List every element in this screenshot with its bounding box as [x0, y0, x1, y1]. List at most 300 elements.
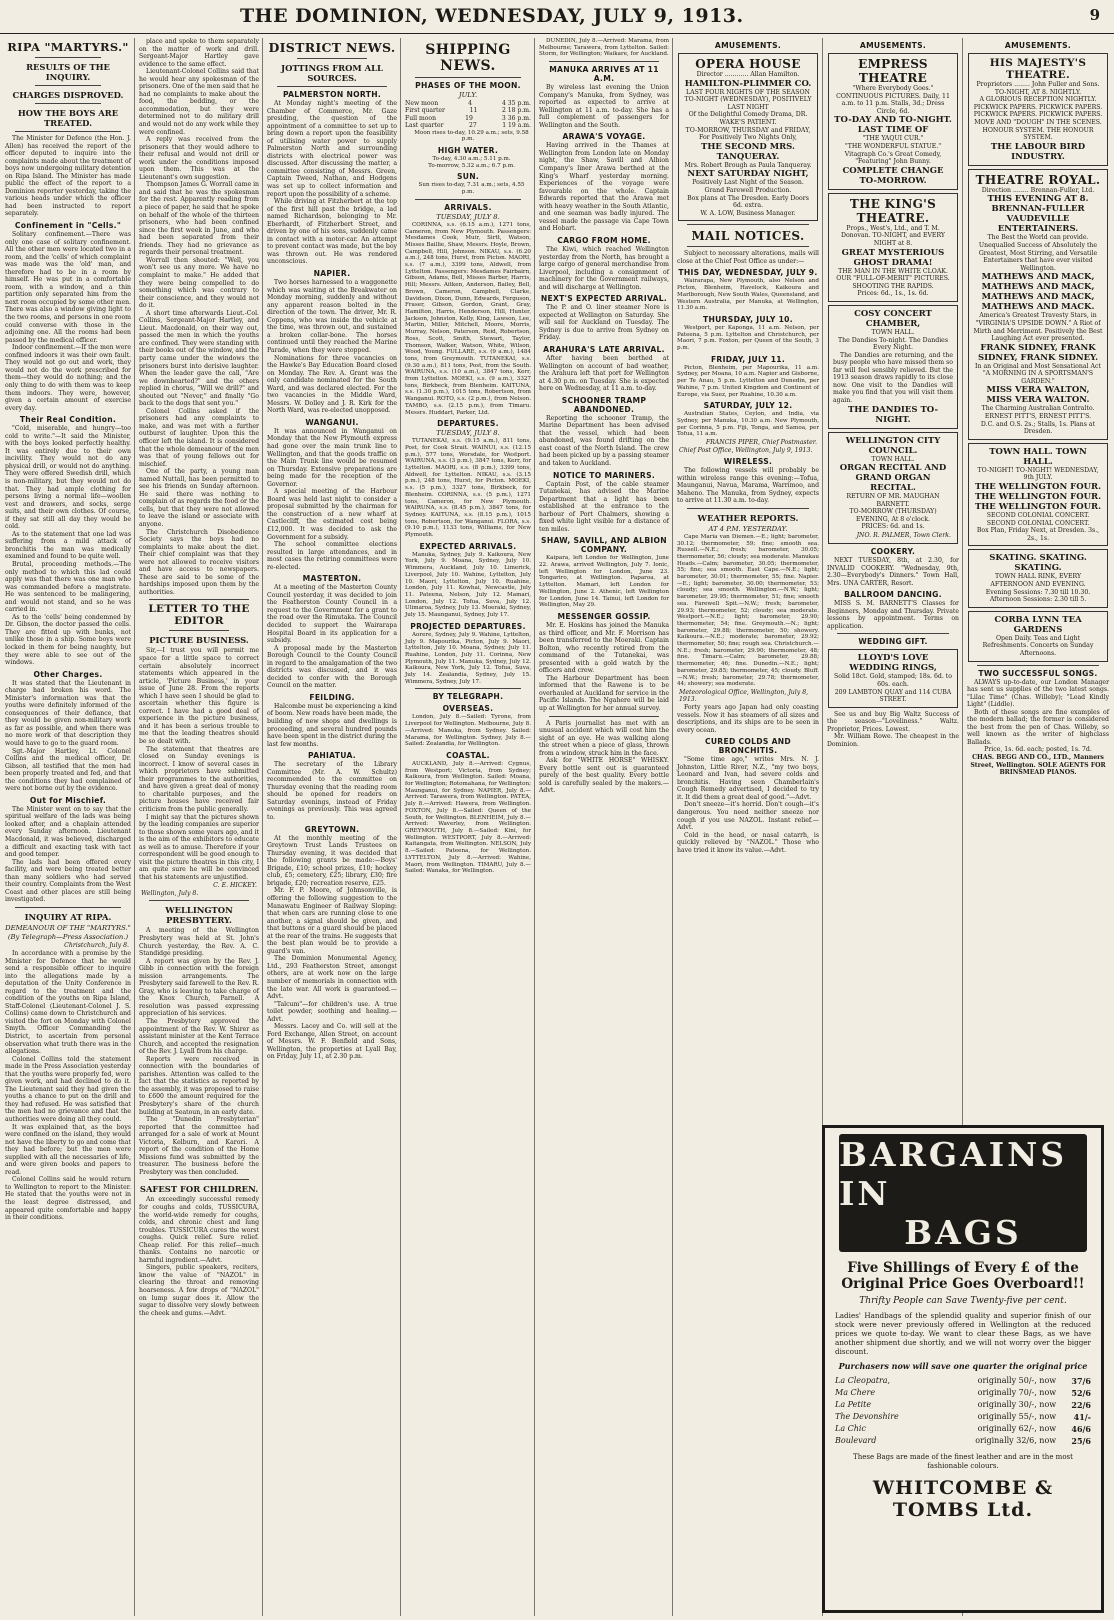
advertisement-text: MISS S. M. BARNETT'S Classes for Beginners, Monday and Thursday. Private lessons by appointment. Terms on application. [827, 600, 959, 630]
paragraph: By wireless last evening the Union Company's Manuka, from Sydney, was reported as expected to arrive at Wellington at 11 a.m. to-day. She has a full complement of passengers for Wellington and the South. [539, 84, 669, 129]
paragraph: The Christchurch Disobedience Society says the boys had no complaints to make about the diet. Their chief complaint was that they were not allowed to receive visitors and have access to newspapers. These are said to be some of the hardships imposed upon them by the authorities. [139, 528, 259, 596]
section-heading: Other Charges. [33, 669, 103, 679]
venue-name: THEATRE ROYAL. [975, 172, 1101, 187]
paragraph: Solitary confinement.—There was only one case of solitary confinement. All the other men were located two in a room, and the 'cells' of which complaint was made was the 'old' man, and therefore had to be in a room by himself. He was put in a comfortable room, with a window, and a thin partition only separated him from the next room occupied by some other men. There was also a window giving light to the two rooms, and persons in one room could converse with those in the adjoining one. All the rooms had been passed by the medical officer. [5, 231, 131, 344]
price-row [833, 1411, 1093, 1423]
film-title: "THE YAQUI CUR." [862, 135, 924, 143]
bag-now: 25/6 [1071, 1436, 1091, 1446]
price-row [833, 1399, 1093, 1411]
bag-name: The Devonshire [835, 1412, 899, 1421]
kings-theatre-advertisement [828, 193, 958, 302]
ad-line: 209 LAMBTON QUAY and 114 CUBA STREET. [834, 688, 952, 704]
town-heading: MASTERTON. [302, 574, 362, 584]
time-label: AT 4 P.M. YESTERDAY. [708, 524, 788, 533]
advertisement-heading: TWO SUCCESSFUL SONGS. [978, 668, 1098, 678]
table-heading: HIGH WATER. [437, 146, 499, 156]
venue-director: Director ............ Allan Hamilton. [696, 71, 800, 78]
section-heading: Their Real Condition. [19, 415, 117, 425]
ad-savings: Purchasers now will save one quarter the original price [838, 1361, 1088, 1371]
ad-strapline: Thrifty People can Save Twenty-five per cent. [859, 1296, 1067, 1306]
article-heading: CARGO FROM HOME. [557, 235, 651, 245]
film-title: OUR "FULL-OF-MERIT" PICTURES. [836, 275, 950, 283]
ad-line: TO-MORROW (THURSDAY) EVENING, At 8 o'clock. [849, 508, 937, 523]
advertisement-heading: CURED COLDS AND BRONCHITIS. [704, 737, 792, 756]
advertisement-text: An exceedingly successful remedy for coughs and colds, TUSSICURA, the world-wide remedy for coughs, colds, and chronic chest and lung troubles. TUSSICURA cures the worst coughs. Quick relief. Sure relief. Cheap relief. For this relief—much thanks. Contains no narcotic or harmful ingredient.—Advt. [139, 1196, 259, 1264]
moon-phase-row [405, 107, 531, 114]
divider [35, 85, 101, 86]
ad-line: Positively Last Night of the Season. Grand Farewell Production. [692, 179, 804, 194]
bag-now: 22/6 [1071, 1400, 1091, 1410]
dateline: Meteorological Office, Wellington, July 8, 1913. [679, 688, 809, 703]
venue-name: WELLINGTON CITY COUNCIL. [845, 435, 941, 456]
moon-time: 2 18 p.m. [501, 107, 531, 115]
bag-name: La Chic [835, 1424, 866, 1433]
ad-line: Vitagraph Co.'s Great Comedy, "Featuring" John Bunny. [844, 150, 942, 166]
ad-line: Direction ........ Brennan-Fuller, Ltd. [981, 186, 1095, 194]
paragraph: "Talcum"—for children's use. A true toilet powder, soothing and healing.—Advt. [267, 1000, 397, 1023]
firm-name: WHITCOMBE & TOMBS Ltd. [872, 1477, 1054, 1521]
article-heading: MESSENGER GOSSIP. [557, 611, 651, 621]
advertisement-text: Ask for "WHITE HORSE" WHISKY. Every bottle sent out is guaranteed purely of the best quality. Every bottle sold is carefully sealed by the makers.—Advt. [539, 757, 669, 795]
article-heading: ARAHURA'S LATE ARRIVAL. [543, 344, 665, 354]
divider [149, 1179, 249, 1180]
byline: (By Telegraph—Press Association.) [7, 932, 129, 941]
paragraph: Mr. F. P. Moore, of Johnsonville, is offering the following suggestion to the Manawatu Engineer of Railway Sloping: that when cars are running close to one another, a signal should be given, and that buttons or a guard should be placed at the rear of the trains. He suggests that the best plan would be to provide a guard's van. [267, 887, 397, 955]
paragraph: Mr. E. Hoskins has joined the Manuka as third officer, and Mr. F. Morrison has been transferred to the Moeraki. Captain Bolton, who recently retired from the command of the Tutanekai, was presented with a gold watch by the officers and crew. [539, 621, 669, 675]
ad-line: BRENNAN-FULLER VAUDEVILLE ENTERTAINERS. [991, 204, 1085, 235]
ad-line: Mrs. Robert Brough as Paula Tanqueray. [684, 161, 812, 169]
masthead-title: THE DOMINION, WEDNESDAY, JULY 9, 1913. [240, 5, 744, 27]
moon-phase: First quarter [405, 107, 445, 115]
theatre-royal-advertisement [968, 169, 1108, 440]
paragraph: While driving at Fitzherbert at the top of the first hill past the bridge, a lad named Richardson, belonging to Mr. Eberhardt, of Fitzherbert Street, and driven by one of his sons, suddenly came in contact with a motor-car. An attempt to prevent contact was made, but the boy was thrown out. He was rendered unconscious. [267, 198, 397, 266]
paragraph: place and spoke to them separately on the matter of work and drill. Sergeant-Major Hartley gave evidence to the same effect. [139, 38, 259, 68]
ad-heading: SKATING. SKATING. SKATING. [989, 553, 1087, 574]
ad-line: Prices: 6d., 1s., 1s. 6d. [857, 290, 929, 298]
moon-phase-row [405, 115, 531, 122]
tea-gardens-advertisement [968, 611, 1108, 662]
date-heading: THIS DAY, WEDNESDAY, JULY 9. [678, 268, 818, 278]
venue-name: OPERA HOUSE [695, 57, 801, 71]
section-heading: AMUSEMENTS. [1004, 41, 1072, 50]
article-heading: NEXT'S EXPECTED ARRIVAL. [540, 294, 668, 304]
paragraph: Messrs. Lacey and Co. will sell at the Ford Exchange, Allen Street, on account of Messrs. W. F. Benfield and Sons, Wellington, the properties at Lyall Bay, on Friday, July 11, at 2.30 p.m. [267, 1023, 397, 1061]
ad-line: Of the Delightful Comedy Drama, DR. WAKE'S PATIENT. [688, 111, 808, 126]
ad-line: TOWN HALL RINK, EVERY AFTERNOON AND EVENING. [990, 573, 1086, 588]
paragraph: At Monday night's meeting of the Chamber of Commerce, Mr. Gaze presiding, the question of the appointment of a committee to set up to bring down a report upon the feasibility of utilising water power to supply Palmerston North and surrounding districts with electrical power was discussed. After discussing the matter, a committee consisting of Messrs. Green, Captain Tweed, Nathan, and Hodgens was set up to collect information and report upon the possibility of a scheme. [267, 100, 397, 198]
ad-line: A GLORIOUS RECEPTION NIGHTLY. PICKWICK PAPERS. PICKWICK PAPERS. PICKWICK PAPERS. PICKWICK PAPERS. [973, 96, 1103, 119]
bag-now: 37/6 [1071, 1376, 1091, 1386]
ad-body: Ladies' Handbags of the splendid quality and superior finish of our stock were never previously offered in Wellington at the reduced prices we quote to-day. We want to clear these Bags, as we have another shipment due shortly, and we will not worry over the bigger discount. [835, 1311, 1091, 1356]
bag-orig: originally 30/-, now [977, 1400, 1057, 1409]
ad-line: LLOYD'S LOVE WEDDING RINGS, [849, 653, 937, 674]
subheadline: CHARGES DISPROVED. [12, 90, 124, 100]
bag-orig: originally 32/6, now [975, 1436, 1057, 1445]
signature: FRANCIS PIPER, Chief Postmaster. [705, 439, 817, 447]
bag-now: 41/- [1073, 1412, 1091, 1422]
ad-line: Props., West's, Ltd., and T. M. Donovan. TO-NIGHT, and EVERY NIGHT at 8. [840, 224, 946, 247]
bargains-in-bags-advertisement [822, 1125, 1104, 1613]
town-heading: GREYTOWN. [304, 824, 360, 834]
divider [149, 599, 249, 600]
divider [169, 630, 229, 631]
advertisement-text: Don't sneeze—it's horrid. Don't cough—it's dangerous. You need neither sneeze nor cough if you use NAZOL. Instant relief.—Advt. [677, 801, 819, 832]
ad-line: W. A. LOW, Business Manager. [700, 209, 796, 217]
ad-line: America's Greatest Travesty Stars, in "VIRGINIA'S UPSIDE DOWN." A Riot of Mirth and Merriment. Positively the Best Laughing Act ever presented. [973, 312, 1103, 343]
masthead [0, 0, 1114, 34]
bag-orig: originally 55/-, now [977, 1412, 1057, 1421]
arrivals-list: CORINNA, s.s. (6.15 a.m.), 1271 tons, Cameron, from New Plymouth. Passengers: Mesdames Cook, Muir, Sirtt, Watson, Misses Baillie, Shaw, Messrs. Hoyle, Brown, Campbell, Hill, Johnson. NIKAU, s.s. (6.20 a.m.), 248 tons, Hurst, from Picton. MAORI, s.s. (7 a.m.), 3399 tons, Aldwell, from Lyttelton. Passengers: Mesdames Fairbairn, Gibson, Adams, Bell, Misses Barber, Harris, Hill; Messrs. Aitken, Anderson, Bailey, Bell, Brown, Cameron, Campbell, Clarke, Davidson, Dixon, Dunn, Edwards, Ferguson, Fraser, Gibson, Gordon, Grant, Gray, Hamilton, Harris, Henderson, Hill, Hunter, Jackson, Johnston, Kelly, King, Lawson, Lee, Martin, Miller, Mitchell, Moore, Morris, Murray, Nelson, Paterson, Reid, Robertson, Ross, Scott, Smith, Stewart, Taylor, Thomson, Walker, Watson, White, Wilson, Wood, Young. FULLARE, s.s. (9 a.m.), 1484 tons, from Greymouth. TUTANEKAI, s.s. (9.30 a.m.), 811 tons, Post, from the South. WAIRUNA, s.s. (10 a.m.), 3847 tons, Kerr, from Lyttelton. MOEKI, s.s. (9 a.m.), 3327 tons, Birkbeck, from Blenheim. KAITUNA, s.s. (1.30 p.m.), 1015 tons, Robertson, from Wanganui. ROTO, s.s. (2 p.m.), from Nelson. TAMBO, s.s. (2.15 p.m.), from Timaru. Messrs. Huddart, Parker, Ltd. [405, 221, 531, 416]
ad-line: GREAT MYSTERIOUS GHOST DRAMA! [841, 247, 945, 268]
paragraph: After having been berthed at Wellington on account of bad weather, the Arahura left that port for Wellington at 4.30 p.m. on Tuesday. She is expected here on Wednesday, at 11 a.m. to-day. [539, 354, 669, 393]
his-majestys-advertisement [968, 53, 1108, 166]
article-headline: INQUIRY AT RIPA. [24, 911, 112, 922]
advertisement-text: See us and buy Big Waltz Success of the season—"Loveliness." Waltz. Proprietor, Prices. Lowest. [827, 710, 959, 733]
article-heading: MANUKA ARRIVES AT 11 A.M. [549, 65, 659, 84]
bag-now: 52/6 [1071, 1388, 1091, 1398]
act-name: THE WELLINGTON FOUR. THE WELLINGTON FOUR. THE WELLINGTON FOUR. [974, 482, 1102, 513]
banner-line: BAGS [904, 1212, 1022, 1252]
column-rule [400, 38, 401, 1616]
divider [277, 86, 387, 87]
paragraph: It was explained that, as the boys were confined on the island, they would not have the liberty to go and come that they had before; but the men were supplied with all the necessaries of life, and were given books and papers to read. [5, 1123, 131, 1176]
price-row [833, 1435, 1093, 1447]
weather-reports: Cape Maria van Diemen.—E.; light; barometer, 30.12; thermometer, 59; fine; smooth sea. Russell.—N.E.; fresh; barometer, 30.05; thermometer, 56; cloudy; sea moderate. Manukau Heads.—Calm; barometer, 30.05; thermometer, 55; fine; sea smooth. East Cape.—N.E.; light; barometer, 30.01; thermometer, 55; fine. Napier.—E.; light; barometer, 30.00; thermometer, 53; cloudy; sea smooth. Wellington.—N.W.; light; barometer, 29.95; thermometer, 51; fine; smooth sea. Farewell Spit.—N.W.; fresh; barometer, 29.93; thermometer, 52; cloudy; sea moderate. Westport.—N.E.; light; barometer, 29.90; thermometer, 54; fine. Greymouth.—N.; light; barometer, 29.88; thermometer, 50; showery. Kaikoura.—N.E.; moderate; barometer, 29.92; thermometer, 50; fine; rough sea. Christchurch.—N.E.; fresh; barometer, 29.90; thermometer, 48; fine. Timaru.—Calm; barometer, 29.88; thermometer, 46; fine. Dunedin.—N.E.; light; barometer, 29.85; thermometer, 45; cloudy. Bluff.—N.W.; fresh; barometer, 29.78; thermometer, 44; showery; sea moderate. [677, 533, 819, 688]
divider [687, 508, 809, 509]
town-heading: PALMERSTON NORTH. [282, 90, 382, 99]
paragraph: Colonel Collins told the statement made in the Press Association yesterday that the youths were properly fed, were given work, and had declined to do it. The Lieutenant said they had given the youths a chance to put on the drill and they had refused. He was satisfied that the men had no grievance and that the authorities were doing all they could. [5, 1055, 131, 1123]
bag-now: 46/6 [1071, 1424, 1091, 1434]
moon-day: 27 [468, 122, 477, 130]
moon-phase: Last quarter [405, 122, 444, 130]
column-ripa-martyrs [2, 38, 134, 1616]
paragraph: I might say that the pictures shown by the leading companies are superior to those shown some years ago, and it is the aim of the exhibitors to educate as well as to amuse. Therefore if your correspondent will be good enough to visit the picture theatres in this city, I am quite sure he will be convinced that his statements are unjustified. [139, 813, 259, 881]
advertisement-text: "Some time ago," writes Mrs. N. J. Johnston, Little River, N.Z., "my two boys, Leonard and Ivan, had severe colds and bronchitis. Having seen Chamberlain's Cough Remedy advertised, I decided to try it. It did them a great deal of good."—Advt. [677, 756, 819, 801]
ad-line: Solid 18ct. Gold, stamped; 18s. 6d. to 60s. each. [833, 673, 953, 689]
fleet-list: Kaipara, left London for Wellington, June 22. Arawa, arrived Wellington, July 7. Ionic, left Wellington for London, June 23. Tongariro, at Wellington. Paparoa, at Lyttelton. Mamari, left London for Wellington, June 2. Athenic, left Wellington for London, June 14. Tainui, left London for Wellington, May 29. [539, 555, 669, 609]
bargains-banner [839, 1134, 1087, 1252]
dateline: Chief Post Office, Wellington, July 9, 1913. [679, 447, 813, 455]
film-title: THE MAN IN THE WHITE CLOAK. [838, 267, 948, 275]
venue-name: HIS MAJESTY'S THEATRE. [989, 57, 1087, 81]
date-heading: FRIDAY, JULY 11. [710, 354, 786, 364]
ad-line: TO-NIGHT (WEDNESDAY), POSITIVELY LAST NIGHT [684, 96, 812, 111]
ad-line: CHAS. BEGG AND CO., LTD., Manners Street, Wellington. SOLE AGENTS FOR BRINSMEAD PIANOS. [970, 754, 1106, 777]
list-heading: EXPECTED ARRIVALS. [419, 541, 517, 551]
ad-line: THE DANDIES TO-NIGHT. [847, 404, 939, 425]
date-heading: THURSDAY, JULY 10. [703, 314, 793, 324]
column-district-news [264, 38, 400, 1616]
paragraph: Colonel Collins asked if the prisoners had any complaints to make, and was met with a further outburst of laughter. Upon this the officer left the island. It is considered that the whole demeanour of the men was that of young fellows out for mischief. [139, 407, 259, 468]
advertisement-heading: BALLROOM DANCING. [844, 590, 942, 600]
section-heading: Out for Mischief. [29, 795, 107, 805]
price-row [833, 1387, 1093, 1399]
play-title: THE SECOND MRS. TANQUERAY. [701, 141, 795, 162]
ad-line: TOWN HALL. [871, 455, 915, 463]
town-hall-advertisement [968, 443, 1108, 547]
divider [415, 199, 521, 200]
advertisement-heading: WEDDING GIFT. [858, 637, 928, 647]
bag-orig: originally 50/-, now [977, 1376, 1057, 1385]
paragraph: A proposal made by the Masterton Borough Council to the County Council in regard to the amalgamation of the two districts was discussed, and it was decided to confer with the Borough Council on the matter. [267, 644, 397, 690]
ad-line: CONTINUOUS PICTURES. Daily, 11 a.m. to 11 p.m. Stalls, 3d.; Dress Circle, 6d. [836, 92, 950, 115]
paragraph: Halcombe must be experiencing a kind of boom. New roads have been made, the building of new shops and dwellings is proceeding, and several hundred pounds have been spent in the district during the last few months. [267, 702, 397, 748]
paragraph: Worrall then shouted: "Well, you won't see us any more. We have no complaint to make." He added that they were being compelled to do something which was contrary to their conscience, and they would not do it. [139, 256, 259, 310]
town-heading: NAPIER. [313, 269, 351, 279]
date-heading: SATURDAY, JULY 12. [703, 401, 793, 411]
list-heading: OVERSEAS. [442, 704, 494, 714]
paragraph: The secretary of the Library Committee (Mr. A. W. Schultz) recommended to the committee on Thursday evening that the reading room should be opened for readers on Saturday evenings, instead of Friday evenings as previously. This was agreed to. [267, 761, 397, 822]
paragraph: It was announced in Wanganui on Monday that the New Plymouth express had gone over the main trunk line to Wellington, and that the goods traffic on the Main Trunk line would be resumed on Thursday. Extensive preparations are being made for the reception of the Governor. [267, 427, 397, 488]
lloyds-advertisement [828, 649, 958, 707]
venue-name: THE KING'S THEATRE. [849, 196, 937, 225]
town-heading: WANGANUI. [305, 417, 359, 427]
article-heading: SCHOONER TRAMP ABANDONED. [561, 395, 647, 414]
divider [35, 57, 101, 58]
banner-line: BARGAINS IN [839, 1134, 1068, 1213]
ad-line: Proprietors ........ John Fuller and Sons. TO-NIGHT, AT 8. NIGHTLY. [976, 81, 1100, 96]
section-heading: AMUSEMENTS. [714, 41, 782, 50]
paragraph: Sgt.-Major Hartley, Lt. Colonel Collins and the medical officer, Dr. Gibson, all testified that the men had been properly treated and fed, and that the conditions they had complained of were not borne out by the evidence. [5, 747, 131, 793]
ad-line: D.C. and O.S. 2s.; Stalls, 1s. Plans at Dresden. [980, 420, 1096, 436]
paragraph: Reports were received in connection with the boundaries of parishes. Attention was called to the fact that the statistics as reported by the assembly, it was proposed to raise to £600 the amount required for the Presbytery's share of the church building at Seatoun, in an early date. [139, 1055, 259, 1116]
column-rule [672, 38, 673, 1616]
overseas-list: London, July 8.—Sailed: Tyrone, from Liverpool for Wellington. Melbourne, July 8.—Arrived: Manuka, from Sydney. Sailed: Marama, for Wellington. Sydney, July 8.—Sailed: Zealandia, for Wellington. [405, 714, 531, 748]
ad-heading: CORBA LYNN TEA GARDENS [994, 614, 1082, 635]
paragraph: Forty years ago Japan had only coasting vessels. Now it has steamers of all sizes and descriptions, and its ships are to be seen in every ocean. [677, 703, 819, 734]
ad-text: The Dandies are returning, and the busy people who have missed them so far will feel sensibly relieved. But the 1913 season draws rapidly to its close now. One visit to the Dandies will make you find that you will visit them again. [833, 351, 953, 404]
paragraph: The Minister went on to say that the spiritual welfare of the lads was being looked after, and a chaplain attended every Sunday afternoon. Lieutenant Macdonald, it was believed, discharged a difficult and exacting task with tact and good temper. [5, 805, 131, 859]
paragraph: The Minister for Defence (the Hon. J. Allen) has received the report of the officer deputed to inquire into the complaints made about the treatment of boys now undergoing military detention on Ripa Island. The Minister has made public the effect of the report to a Dominion reporter yesterday, taking the various heads under which the officer had been instructed to report separately. [5, 135, 131, 218]
paragraph: The Kiwi, which reached Wellington yesterday from the North, has brought a large cargo of general merchandise from Liverpool, including a consignment of machinery for the Government railways, and will discharge at Wellington. [539, 245, 669, 291]
dateline: Wellington, July 8. [141, 890, 199, 898]
film-title: SHOOTING THE RAPIDS. [852, 282, 934, 290]
page-number: 9 [1089, 6, 1100, 24]
mail-schedule: Wairarapa, New Plymouth, also Nelson and Picton, Blenheim, Havelock, Kaikoura and Marlborough, New South Wales, Queensland, and Western Australia, per Manuka, at Wellington, 11.30 a.m. [677, 278, 819, 312]
paragraph: At the monthly meeting of the Greytown Trust Lands Trustees on Thursday evening, it was decided that the following grants be made:—Boys' Brigade, £10; school prizes, £10; hockey club, £5; cemetery, £25; library, £30; fire brigade, £20; recreation reserve, £25. [267, 834, 397, 887]
paragraph: Nominations for three vacancies on the Hawke's Bay Education Board closed on Monday. The Rev. A. Grant was the only candidate nominated for the South Ward, and was declared elected. For the two vacancies in the Middle Ward, Messrs. W. Dolley and J. R. Kirk for the North Ward, was re-elected unopposed. [267, 354, 397, 415]
company-name: HAMILTON-PLIMMER CO. [684, 78, 812, 89]
paragraph: Captain Post, of the cable steamer Tutanekai, has advised the Marine Department that a light has been established at the entrance to the harbour of Port Chalmers, showing a fixed white light visible for a distance of ten miles. [539, 480, 669, 533]
paragraph: A Paris journalist has met with an unusual accident which will cost him the sight of an eye. He was walking along the street when a piece of glass, thrown from a window, struck him in the face. [539, 719, 669, 757]
divider [15, 131, 121, 132]
paragraph: As to the statement that one lad was suffering from a mild attack of bronchitis the man was medically examined and found to be quite well. [5, 530, 131, 561]
letter-headline: LETTER TO THE EDITOR [148, 603, 250, 628]
ad-line: TO-MORROW, THURSDAY and FRIDAY, For Positively Two Nights Only, [685, 126, 811, 142]
paragraph: At a meeting of the Masterton County Council yesterday, it was decided to join the Featherston County Council in a request to the Government for a grant to the road over the Rimutaka. The Council decided to support the Wairarapa Hospital Board in its application for a subsidy. [267, 584, 397, 645]
list-heading: ARRIVALS. [444, 202, 492, 212]
paragraph: Two horses harnessed to a waggonette which was waiting at the Breakwater on Monday morning, suddenly and without any apparent reason bolted in the direction of the town. The driver, Mr. R. Coppens, who was inside the vehicle at the time, was thrown out, and sustained a broken collar-bone. The horses continued until they reached the Marine Parade, when they were stopped. [267, 279, 397, 354]
moon-day: 19 [465, 114, 473, 122]
divider [549, 716, 659, 717]
list-heading: COASTAL. [446, 750, 490, 760]
section-headline: MAIL NOTICES. [691, 229, 805, 244]
subheadline: DEMEANOUR OF THE "MARTYRS." [5, 923, 131, 932]
date-label: TUESDAY, JULY 8. [436, 429, 500, 438]
ad-line: In an Original and Most Sensational Act "A MORNING IN A SPORTSMAN'S GARDEN." [975, 362, 1101, 385]
paragraph: Subject to necessary alterations, mails will close at the Chief Post Office as under:— [677, 250, 819, 265]
paragraph: A reply was received from the prisoners that they would adhere to their refusal and would not drill or work under the conditions imposed upon them. This was at the Lieutenant's own suggestion. [139, 136, 259, 181]
advertisement-text: Singers, public speakers, reciters, know the value of "NAZOL" in clearing the throat and removing hoarseness. A few drops of "NAZOL" on lump sugar does it. Allow the sugar to dissolve very slowly between the cheek and gums.—Advt. [139, 1264, 259, 1317]
paragraph: The "Dunedin Presbyterian" reported that the committee had arranged for a sale of work at Mount Victoria, Kelburn, and Karori. A report of the condition of the Home Missions fund was submitted by the treasurer. The business before the Presbytery was then concluded. [139, 1116, 259, 1176]
column-amusements-3 [964, 38, 1112, 1120]
ad-line: "Where Everybody Goes." [852, 85, 934, 92]
date-label: TUESDAY, JULY 8. [436, 212, 500, 221]
ad-line: ORGAN RECITAL AND GRAND ORGAN RECITAL. [839, 463, 947, 494]
section-headline: DISTRICT NEWS. [268, 40, 396, 55]
moon-day: 4 [468, 100, 472, 107]
paragraph: Reporting the schooner Tramp, the Marine Department has been advised that the vessel, which had been abandoned, was found drifting on the east coast of the North Island. The crew had been picked up by a passing steamer and taken to Auckland. [539, 414, 669, 467]
paragraph: In accordance with a promise by the Minister for Defence that he would send a responsible officer to inquire into the allegations made by a deputation of the Unity Conference in regard to the treatment and the condition of the youths on Ripa Island, Staff-Colonel (Lieutenant-Colonel J. S. Collins) came down to Christchurch and visited the fort on Monday with Colonel Smyth. Officer Commanding the District, to ascertain from personal observation what truth there was in the allegations. [5, 949, 131, 1056]
advertisement-text: Cold in the head, or nasal catarrh, is quickly relieved by "NAZOL." Those who have tried it know its value.—Advt. [677, 831, 819, 854]
ad-line: MOVE AND "DOUGH" IN THE SCENES. HONOUR SYSTEM. THE HONOUR SYSTEM. [974, 118, 1102, 142]
ad-line: COMPLETE CHANGE TO-MORROW. [842, 165, 944, 186]
paragraph: Having arrived in the Thames at Wellington from London late on Monday night, the Shaw, Savill and Albion Company's liner Arawa berthed at the King's Wharf yesterday morning. Experiences of the voyage were favourable on the whole. Captain Edwards reported that the Arawa met with heavy weather in the South Atlantic, and one seaman was badly injured. The vessel made the passage via Cape Town and Hobart. [539, 142, 669, 233]
letter-subheadline: PICTURE BUSINESS. [149, 635, 249, 646]
article-heading: ARAWA'S VOYAGE. [562, 132, 646, 142]
table-heading: PHASES OF THE MOON. [415, 81, 521, 90]
act-name: MISS VERA WALTON, MISS VERA WALTON. [986, 385, 1090, 406]
ad-line: NEXT SATURDAY NIGHT, [687, 169, 809, 180]
ad-line: Price, 1s. 6d. each; posted, 1s. 7d. [984, 746, 1092, 754]
paragraph: Lieutenant-Colonel Collins said that he would hear any spokesman of the prisoners. One of the men said that he had no complaints to make about the food, the bedding, or the accommodation, but they were determined not to do military drill and would not do any work while they were confined. [139, 68, 259, 136]
ad-headline: Five Shillings of Every £ of the Original Price Goes Overboard!! [841, 1260, 1085, 1292]
high-water-today: To-day, 4.30 a.m.; 5.11 p.m. [432, 156, 511, 163]
price-row [833, 1375, 1093, 1387]
advertisement-text: ALWAYS up-to-date, our London Manager has sent us supplies of the two latest songs. "Lilac Time" (Chas. Willeby); "Lead Kindly Light" (Liddle). [967, 678, 1109, 709]
dateline: Christchurch, July 8. [64, 941, 129, 949]
departures-list: TUTANEKAI, s.s. (9.15 a.m.), 811 tons, Post, for Cook Strait. WAINUI, s.s. (12.15 p.m.), 577 tons, Worsdale, for Westport. WAIRUNA, s.s. (3 p.m.), 3847 tons, Kerr, for Lyttelton. MAORI, s.s. (8 p.m.), 3399 tons, Aldwell, for Lyttelton. NIKAU, s.s. (3.15 p.m.), 248 tons, Hurst, for Picton. MOEKI, s.s. (5 p.m.), 3327 tons, Birkbeck, for Blenheim. CORINNA, s.s. (5 p.m.), 1271 tons, Cameron, for New Plymouth. WAIRUNA, s.s. (8.45 p.m.), 3847 tons, for Sydney. KAITUNA, s.s. (8.15 p.m.), 1015 tons, Robertson, for Wanganui. FLORA, s.s. (9.10 p.m.), 1133 tons, Williams, for New Plymouth. [405, 438, 531, 539]
paragraph: "Cold, miserable, and hungry—too cold to write."—It said the Minister, with the boys looked perfectly healthy. It was entirely due to their own incivility. They would not do any physical drill, or would not do anything. They were offered Swedish drill, which is non-military, but they would not do that. They had ample clothing for persons living a normal life—woollen vest and drawers, and socks, serge suits, and their own clothes. Of course, if they sat still all day they would be cold. [5, 425, 131, 531]
bag-name: Boulevard [835, 1436, 877, 1445]
advertisement-text: Mr. William Rowe. The cheapest in the Dominion. [827, 733, 959, 749]
film-title: "THE WONDERFUL STATUE." [844, 142, 942, 150]
ad-line: SECOND COLONIAL CONCERT. SECOND COLONIAL CONCERT. [986, 512, 1090, 527]
ad-line: The Dandies To-night. The Dandies Every Night. [837, 336, 949, 352]
ad-line: Open Daily. Teas and Light Refreshments. Concerts on Sunday Afternoons. [982, 634, 1094, 657]
paragraph: The school committee elections resulted in large attendances, and in most cases the retiring committees were re-elected. [267, 541, 397, 571]
town-heading: FEILDING. [309, 692, 355, 702]
venue-name: COSY CONCERT CHAMBER, [854, 308, 932, 329]
mail-schedule: Picton, Blenheim, per Mapourika, 11 a.m. Sydney, per Moana, 10 a.m. Napier and Gisborne, per Te Anau, 5 p.m. Lyttelton and Dunedin, per Wahine, 7 p.m. United Kingdom and Continent of Europe, via Suez, per Ruahine, 10.30 a.m. [677, 364, 819, 398]
ad-line: RETURN OF MR. MAUGHAN BARNETT. [846, 493, 940, 508]
mail-schedule: Westport, per Kaponga, 11 a.m. Nelson, per Pateena, 5 p.m. Lyttelton and Christchurch, per Maori, 7 p.m. Foxton, per Queen of the South, 3 p.m. [677, 324, 819, 352]
ad-line: The Best the World can provide. Unequalled Success of Absolutely the Greatest, Most Stirring, and Versatile Entertainers that have ever visited Wellington. [978, 234, 1098, 272]
subheadline: JOTTINGS FROM ALL SOURCES. [281, 63, 383, 83]
divider [415, 688, 521, 689]
divider [15, 907, 121, 908]
coastal-list: AUCKLAND, July 8.—Arrived: Cygnus, from Westport; Victoria, from Sydney; Kaikoura, from Wellington. Sailed: Moana, for Wellington; Rotomahana, for Wellington; Maunganui, for Sydney. NAPIER, July 8.—Arrived: Tarawera, from Wellington. PATEA, July 8.—Arrived: Hawera, from Wellington. FOXTON, July 8.—Sailed: Queen of the South, for Wellington. BLENHEIM, July 8.—Arrived: Waverley, from Wellington. GREYMOUTH, July 8.—Sailed: Kini, for Wellington. WESTPORT, July 8.—Arrived: Kaitangata, from Wellington. NELSON, July 8.—Sailed: Pateena, for Wellington. LYTTELTON, July 8.—Arrived: Wahine, Maori, from Wellington. TIMARU, July 8.—Sailed: Wanaka, for Wellington. [405, 760, 531, 875]
subheadline: RESULTS OF THE INQUIRY. [26, 62, 110, 82]
bag-name: La Cleopatra, [835, 1376, 891, 1385]
ad-line: TO-NIGHT! TO-NIGHT! WEDNESDAY, 9th JULY. [977, 466, 1099, 482]
moon-time: 1 19 a.m. [502, 122, 531, 130]
table-heading: SUN. [456, 172, 480, 182]
paragraph: A report was given by the Rev. J. Gibb in connection with the foreign mission arrangements. The Presbytery said farewell to the Rev. R. Gray, who is leaving to take charge of the Knox Church, Parnell. A resolution was passed expressing appreciation of his services. [139, 957, 259, 1018]
paragraph: Brutal, proceeding methods.—The only method to which this lad could apply was that there was one man who was commanded before a magistrate. He was sentenced to be malingering, and would not stand, and so he was carried in. [5, 560, 131, 614]
mail-schedule: Australian States, Ceylon, and India, via Sydney, per Manuka, 10.30 a.m. New Plymouth, per Corinna, 5 p.m. Fiji, Tonga, and Samoa, per Tofua, 11 a.m. [677, 411, 819, 438]
divider [837, 633, 949, 634]
skating-advertisement [968, 549, 1108, 607]
divider [977, 665, 1099, 666]
advertisement-heading: SAFEST FOR CHILDREN. [139, 1184, 259, 1195]
advertisement-text: Both of these songs are fine examples of the modern ballad; the former is considered the best from the pen of Chas. Willeby, so well known as the writer of highclass Ballads. [967, 708, 1109, 746]
paragraph: Sir,—I trust you will permit me space for a little space to correct certain absolutely incorrect statements which appeared in the article, 'Picture Business,' in your issue of June 28. From the reports which I have seen I should be glad to ascertain whether this figure is correct. I have had a good deal of experience in the picture business, and it has been a serious trouble to me that the leading theatres should be so dealt with. [139, 647, 259, 746]
ad-footer: These Bags are made of the finest leather and are in the most fashionable colours. [853, 1453, 1073, 1470]
signature: C. E. HICKEY. [213, 882, 257, 890]
expected-arrivals-list: Manuka, Sydney, July 9. Kaikoura, New York, July 9. Moana, Sydney, July 10. Wimmera, Auckland, July 10. Limerick, Liverpool, July 10. Wahine, Lyttelton, July 10. Maori, Lyttelton, July 10. Ruahine, London, July 11. Kowhai, Newcastle, July 11. Pateena, Nelson, July 12. Mamari, London, July 12. Tofua, Suva, July 12. Ulimaroa, Sydney, July 13. Moeraki, Sydney, July 15. Maunganui, Sydney, July 17. [405, 551, 531, 619]
price-list [833, 1375, 1093, 1447]
paragraph: A meeting of the Wellington Presbytery was held at St. John's Church yesterday, the Rev. A. C. Standidge presiding. [139, 927, 259, 958]
column-rule [134, 38, 135, 1616]
headline: RIPA "MARTYRS." [7, 40, 129, 54]
divider [35, 103, 101, 104]
paragraph: Indoor confinement.—If the men were confined indoors it was their own fault. They would not go out and work, they would not do the work prescribed for them—they would do nothing; and the only thing to do with them was to keep them indoors. They were, however, given a certain amount of exercise every day. [5, 344, 131, 412]
column-rule [262, 38, 263, 1616]
bag-orig: originally 70/-, now [977, 1388, 1057, 1397]
projected-departures-list: Aorere, Sydney, July 9. Wahine, Lyttelton, July 9. Mapourika, Picton, July 9. Maori, Lyttelton, July 10. Moana, Sydney, July 11. Ruahine, London, July 11. Corinna, New Plymouth, July 11. Manuka, Sydney, July 12. Kaikoura, New York, July 12. Tofua, Suva, July 14. Zealandia, Sydney, July 15. Wimmera, Sydney, July 17. [405, 631, 531, 685]
bag-name: Ma Chere [835, 1388, 876, 1397]
price-row [833, 1423, 1093, 1435]
ad-line: The Charming Australian Contralto. ERNEST PITT'S, ERNEST PITT'S. [981, 405, 1095, 421]
cosy-concert-advertisement [828, 305, 958, 429]
bag-name: La Petite [835, 1400, 872, 1409]
list-heading: PROJECTED DEPARTURES. [410, 621, 526, 631]
section-heading: Confinement in "Cells." [14, 221, 122, 231]
list-heading: BY TELEGRAPH. [432, 692, 504, 702]
column-ripa-continued [136, 38, 262, 1616]
paragraph: It was stated that the Lieutenant in charge had broken his word. The Minister's information was that the youths were definitely informed of the consequences of their defiance, that they would be given non-military work as far as possible, and when there was no more work of that description they would have to go to the guard room. [5, 679, 131, 748]
act-name: MATHEWS AND MACK, MATHEWS AND MACK, MATHEWS AND MACK, MATHEWS AND MACK. [981, 272, 1095, 313]
ad-line: TO-DAY AND TO-NIGHT. LAST TIME OF [834, 115, 952, 136]
paragraph: The Presbytery approved the appointment of the Rev. W. Shirer as assistant minister at the Kent Terrace Church, and accepted the resignation of the Rev. J. Lyall from his charge. [139, 1017, 259, 1056]
paragraph: A short time afterwards Lieut.-Col. Collins, Sergeant-Major Hartley, and Lieut. Macdonald, on their way out, passed the men in which the youths are confined. They were standing with their books out of the window, and the party came under the windows the prisoners burst into derisive laughter. When the leader gave the call, "Are we downhearted?" and the others replied in chorus, "Will we drill?" and shouted out "Never," and finally "Go back to the dogs that sent you." [139, 309, 259, 408]
moon-phase: New moon [405, 100, 439, 107]
section-headline: WEATHER REPORTS. [697, 512, 799, 523]
divider [687, 224, 809, 225]
paragraph: As to the 'cells' being condemned by Dr. Gibson, the doctor passed the cells. They are fitted up with bunks, not unlike those in a ship. Some boys were locked in them for being naughty, but they were able to see out of the windows. [5, 613, 131, 667]
article-heading: NOTICE TO MARINERS. [552, 470, 656, 480]
moon-time: 4 35 p.m. [501, 100, 531, 107]
opera-house-advertisement [678, 53, 818, 221]
ad-line: THE LABOUR BIRD INDUSTRY. [990, 141, 1086, 162]
advertisement-heading: COOKERY. [870, 547, 916, 557]
act-name: FRANK SIDNEY, FRANK SIDNEY, FRANK SIDNEY. [977, 342, 1099, 363]
column-amusements-mail [674, 38, 822, 1616]
town-heading: PAHIATUA. [308, 751, 356, 761]
ad-line: Evening Sessions: 7.30 till 10.30. Afternoon Sessions: 2.30 till 5. [985, 588, 1091, 604]
paragraph: A special meeting of the Harbour Board was held last night to consider a proposal submitted by the chairman for the construction of a new wharf at Castlecliff, the estimated cost being £12,000. It was decided to ask the Government for a subsidy. [267, 488, 397, 541]
paragraph: The following vessels will probably be within wireless range this evening:—Tofua, Maunganui, Navua, Marama, Warrimoo, and Maheno. The Manuka, from Sydney, expects to arrive at 11.30 a.m. to-day. [677, 467, 819, 505]
moon-phase: Full moon [405, 114, 437, 122]
ad-line: Box plans at The Dresden. Early Doors 6d. extra. [687, 194, 809, 210]
section-headline: SHIPPING NEWS. [425, 42, 511, 74]
empress-theatre-advertisement [828, 53, 958, 190]
divider [149, 900, 249, 901]
moon-phase-row [405, 122, 531, 129]
ad-line: LAST FOUR NIGHTS OF THE SEASON [686, 88, 810, 96]
venue-name: EMPRESS THEATRE [858, 57, 928, 85]
column-amusements-2 [824, 38, 962, 1120]
paragraph: One of the party, a young man named Nuttall, has been permitted to see his friends on Sunday afternoon. He said there was nothing to complain of as regards the food or the cells, but that they were not allowed to leave the island or associate with anyone. [139, 468, 259, 528]
paragraph: Colonel Collins said he would return to Wellington to report to the Minister. He stated that the youths were not in the least degree distressed, and appeared quite comfortable and happy in their conditions. [5, 1176, 131, 1222]
bag-orig: originally 62/-, now [977, 1424, 1057, 1433]
article-heading: SHAW, SAVILL, AND ALBION COMPANY. [541, 536, 667, 555]
paragraph: DUNEDIN, July 8.—Arrived: Marama, from Melbourne; Tarawera, from Lyttelton. Sailed: Storm, for Wellington; Waikare, for Auckland. [539, 38, 669, 58]
list-heading: DEPARTURES. [437, 419, 499, 429]
ad-line: Box Plan, Friday Next, at Dresden. 3s., 2s., 1s. [976, 527, 1100, 542]
subheadline: HOW THE BOYS ARE TREATED. [17, 108, 119, 128]
